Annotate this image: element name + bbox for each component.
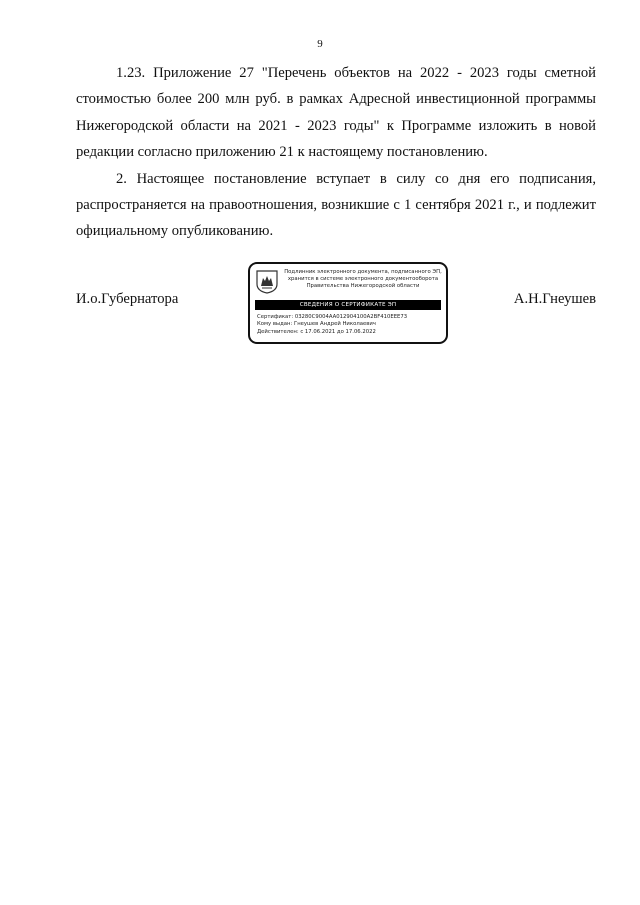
certificate-number: Сертификат: 03280C9004AA012904100A2BF410EEE73 (257, 314, 408, 320)
stamp-header-line: Правительства Нижегородской области (306, 283, 420, 289)
stamp-header-line: Подлинник электронного документа, подписанного ЭП, (284, 269, 442, 275)
certificate-owner: Кому выдан: Гнеушев Андрей Николаевич (257, 321, 376, 328)
stamp-header (282, 269, 444, 290)
paragraph-1-23: 1.23. Приложение 27 "Перечень объектов на 2022 - 2023 годы сметной стоимостью более 200 млн руб. в рамках Адресной инвестиционной программы Нижегородской области на 2021 - 2023 годы" к Программе изложить в новой редакции согласно приложению 21 к настоящему постановлению. (76, 65, 596, 161)
paragraph-2: 2. Настоящее постановление вступает в силу со дня его подписания, распространяется на правоотношения, возникшие с 1 сентября 2021 г., и подлежит официальному опубликованию. (76, 170, 596, 240)
page-number: 9 (317, 38, 323, 50)
signer-role: И.о.Губернатора (76, 291, 179, 307)
electronic-signature-stamp (248, 262, 448, 344)
signer-name: А.Н.Гнеушев (513, 291, 596, 307)
signature-block (76, 262, 596, 348)
stamp-certificate-bar: СВЕДЕНИЯ О СЕРТИФИКАТЕ ЭП (255, 300, 441, 310)
stamp-details (257, 314, 443, 336)
coat-of-arms-icon (256, 270, 278, 294)
stamp-header-line: хранится в системе электронного документооборота (287, 276, 439, 282)
certificate-validity: Действителен: с 17.06.2021 до 17.06.2022 (257, 328, 376, 335)
document-body (76, 60, 596, 245)
